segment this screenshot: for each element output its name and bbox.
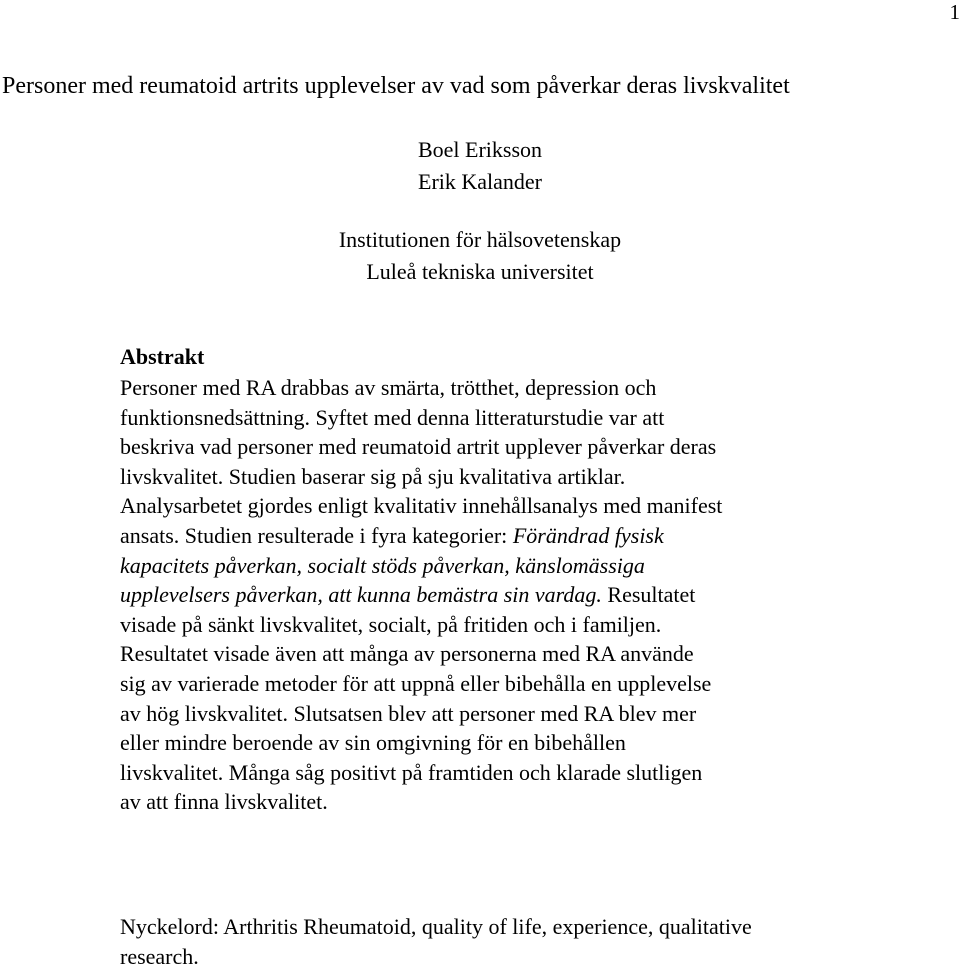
affiliation-department: Institutionen för hälsovetenskap — [0, 224, 960, 256]
abstract-text: eller mindre beroende av sin omgivning för en bibehållen — [120, 730, 626, 755]
abstract-text: Resultatet — [602, 582, 695, 607]
affiliation-university: Luleå tekniska universitet — [0, 256, 960, 288]
abstract-italic-text: Förändrad fysisk — [513, 523, 664, 548]
abstract-text: sig av varierade metoder för att uppnå eller bibehålla en upplevelse — [120, 671, 711, 696]
page-number: 1 — [950, 0, 960, 24]
abstract-line — [120, 699, 840, 729]
abstract-text: beskriva vad personer med reumatoid artrit upplever påverkar deras — [120, 434, 716, 459]
abstract-text: Personer med RA drabbas av smärta, trötthet, depression och — [120, 375, 656, 400]
abstract-text: Analysarbetet gjordes enligt kvalitativ innehållsanalys med manifest — [120, 493, 722, 518]
abstract-line — [120, 728, 840, 758]
abstract-italic-text: kapacitets påverkan, socialt stöds påverkan, känslomässiga — [120, 553, 645, 578]
keywords-line: research. — [120, 942, 860, 972]
abstract-text: Resultatet visade även att många av personerna med RA använde — [120, 641, 694, 666]
abstract-line — [120, 758, 840, 788]
abstract-text: livskvalitet. Studien baserar sig på sju kvalitativa artiklar. — [120, 464, 625, 489]
keywords-line: Nyckelord: Arthritis Rheumatoid, quality of life, experience, qualitative — [120, 912, 860, 942]
abstract-line — [120, 462, 840, 492]
abstract-line — [120, 521, 840, 551]
keywords — [120, 912, 860, 972]
abstract-line — [120, 639, 840, 669]
abstract-text: funktionsnedsättning. Syftet med denna litteraturstudie var att — [120, 405, 664, 430]
abstract-text: livskvalitet. Många såg positivt på framtiden och klarade slutligen — [120, 760, 702, 785]
abstract-line — [120, 432, 840, 462]
author-name: Erik Kalander — [0, 166, 960, 198]
abstract-line — [120, 669, 840, 699]
author-list — [0, 134, 960, 198]
abstract-line — [120, 403, 840, 433]
abstract-italic-text: upplevelsers påverkan, att kunna bemästra sin vardag. — [120, 582, 602, 607]
abstract-line — [120, 373, 840, 403]
abstract-body — [120, 373, 840, 817]
abstract-heading: Abstrakt — [120, 342, 204, 372]
abstract-text: ansats. Studien resulterade i fyra kategorier: — [120, 523, 513, 548]
abstract-line — [120, 787, 840, 817]
abstract-text: av hög livskvalitet. Slutsatsen blev att personer med RA blev mer — [120, 701, 696, 726]
abstract-line — [120, 551, 840, 581]
abstract-line — [120, 610, 840, 640]
author-name: Boel Eriksson — [0, 134, 960, 166]
abstract-text: av att finna livskvalitet. — [120, 789, 328, 814]
abstract-line — [120, 580, 840, 610]
paper-title: Personer med reumatoid artrits upplevelser av vad som påverkar deras livskvalitet — [2, 72, 960, 100]
abstract-line — [120, 491, 840, 521]
abstract-text: visade på sänkt livskvalitet, socialt, på fritiden och i familjen. — [120, 612, 661, 637]
affiliation — [0, 224, 960, 288]
